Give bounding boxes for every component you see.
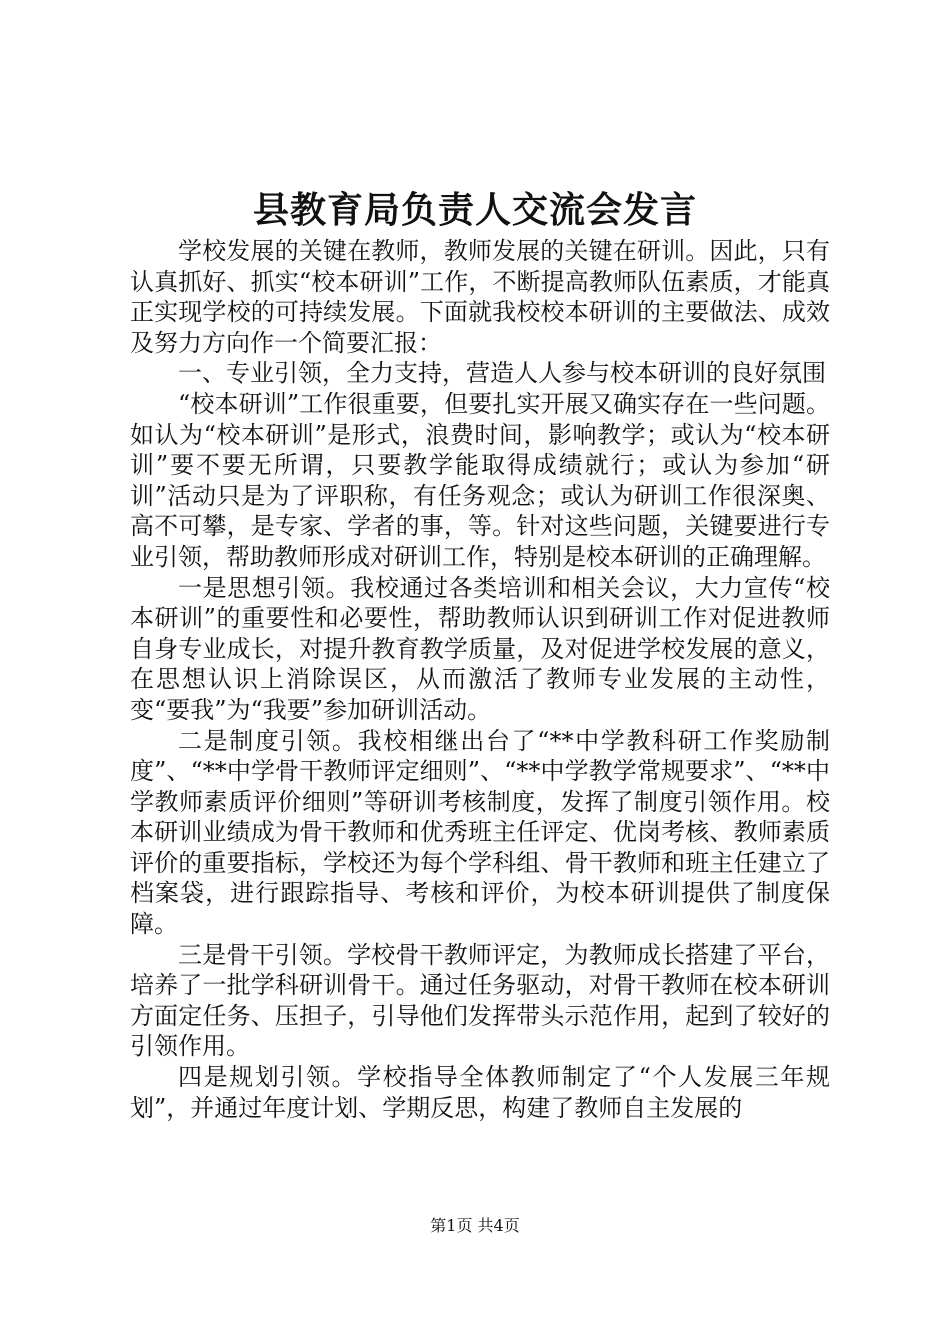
paragraph-backbone-guidance: 三是骨干引领。学校骨干教师评定，为教师成长搭建了平台，培养了一批学科研训骨干。通过任务驱动，对骨干教师在校本研训方面定任务、压担子，引导他们发挥带头示范作用，起到了较好的引领作用。 bbox=[130, 940, 830, 1061]
paragraph-planning-guidance: 四是规划引领。学校指导全体教师制定了“个人发展三年规划”，并通过年度计划、学期反思，构建了教师自主发展的 bbox=[130, 1063, 830, 1122]
paragraph-system-guidance: 二是制度引领。我校相继出台了“**中学教科研工作奖励制度”、“**中学骨干教师评定细则”、“**中学教学常规要求”、“**中学教师素质评价细则”等研训考核制度，发挥了制度引领作用。校本研训业绩成为骨干教师和优秀班主任评定、优岗考核、教师素质评价的重要指标，学校还为每个学科组、骨干教师和班主任建立了档案袋，进行跟踪指导、考核和评价，为校本研训提供了制度保障。 bbox=[130, 726, 830, 939]
page-footer: 第1页 共4页 bbox=[430, 1216, 520, 1235]
document-title: 县教育局负责人交流会发言 bbox=[252, 189, 697, 231]
paragraph-intro: 学校发展的关键在教师，教师发展的关键在研训。因此，只有认真抓好、抓实“校本研训”工作，不断提高教师队伍素质，才能真正实现学校的可持续发展。下面就我校校本研训的主要做法、成效及努力方向作一个简要汇报： bbox=[130, 237, 830, 357]
paragraph-thought-guidance: 一是思想引领。我校通过各类培训和相关会议，大力宣传“校本研训”的重要性和必要性，帮助教师认识到研训工作对促进教师自身专业成长，对提升教育教学质量，及对促进学校发展的意义，在思想认识上消除误区，从而激活了教师专业发展的主动性，变“要我”为“我要”参加研训活动。 bbox=[130, 573, 830, 724]
paragraph-problems: “校本研训”工作很重要，但要扎实开展又确实存在一些问题。如认为“校本研训”是形式，浪费时间，影响教学；或认为“校本研训”要不要无所谓，只要教学能取得成绩就行；或认为参加“研训”活动只是为了评职称，有任务观念；或认为研训工作很深奥、高不可攀，是专家、学者的事，等。针对这些问题，关键要进行专业引领，帮助教师形成对研训工作，特别是校本研训的正确理解。 bbox=[130, 389, 830, 571]
paragraph-heading-1: 一、专业引领，全力支持，营造人人参与校本研训的良好氛围 bbox=[178, 359, 826, 388]
document-body bbox=[130, 236, 830, 1123]
